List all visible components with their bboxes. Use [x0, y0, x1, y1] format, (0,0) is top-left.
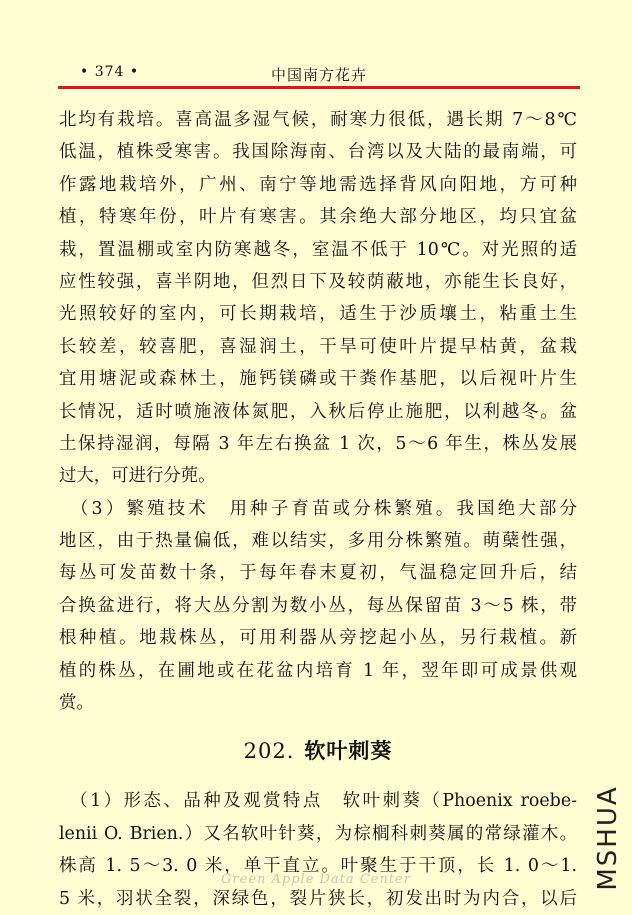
page-body — [59, 104, 577, 915]
section-title: 软叶刺葵 — [304, 739, 393, 764]
text-line: 株高 1. 5～3. 0 米，单干直立。叶聚生于干顶，长 1. 0～1. — [59, 856, 577, 877]
text-line: 赏。 — [59, 693, 94, 714]
text-line: lenii O. Brien.）又名软叶针葵，为棕榈科刺葵属的常绿灌木。 — [59, 823, 577, 844]
text-line: 过大，可进行分蔸。 — [59, 466, 216, 487]
text-line: 光照较好的室内，可长期栽培，适生于沙质壤土，粘重土生 — [59, 304, 577, 325]
text-line: （1）形态、品种及观赏特点 软叶刺葵（Phoenix roebe- — [59, 791, 577, 812]
section-heading — [59, 729, 577, 785]
text-line: 栽，置温棚或室内防寒越冬，室温不低于 10℃。对光照的适 — [59, 239, 577, 260]
text-line: 长情况，适时喷施液体氮肥，入秋后停止施肥，以利越冬。盆 — [59, 401, 577, 422]
text-line: 根种植。地栽株丛，可用利器从旁挖起小丛，另行栽植。新 — [59, 628, 577, 649]
page-header — [58, 64, 580, 84]
text-line: 北均有栽培。喜高温多湿气候，耐寒力很低，遇长期 7～8℃ — [59, 110, 577, 130]
page-number: • 374 • — [80, 64, 140, 80]
text-line: 5 米，羽状全裂，深绿色，裂片狭长，初发出时为内合，以后 — [59, 888, 577, 909]
text-line: 植的株丛，在圃地或在花盆内培育 1 年，翌年即可成景供观 — [59, 660, 577, 681]
running-title: 中国南方花卉 — [270, 66, 367, 84]
header-rule — [58, 86, 580, 89]
text-line: （3）繁殖技术 用种子育苗或分株繁殖。我国绝大部分 — [59, 498, 577, 519]
watermark: Green Apple Data Center — [221, 872, 411, 887]
section-number: 202. — [243, 739, 295, 764]
text-line: 宜用塘泥或森林土，施钙镁磷或干粪作基肥，以后视叶片生 — [59, 369, 577, 390]
text-line: 合换盆进行，将大丛分割为数小丛，每丛保留苗 3～5 株，带 — [59, 595, 577, 616]
side-watermark-text: MSHUA — [593, 785, 623, 891]
text-line: 作露地栽培外，广州、南宁等地需选择背风向阳地，方可种 — [59, 174, 577, 195]
text-line: 地区，由于热量偏低，难以结实，多用分株繁殖。萌蘖性强， — [59, 531, 577, 552]
text-line: 土保持湿润，每隔 3 年左右换盆 1 次，5～6 年生，株丛发展 — [59, 433, 577, 454]
text-line: 应性较强，喜半阴地，但烈日下及较荫蔽地，亦能生长良好， — [59, 271, 577, 292]
text-line: 每丛可发苗数十条，于每年春末夏初，气温稳定回升后，结 — [59, 563, 577, 584]
text-line: 长较差，较喜肥，喜湿润土，干旱可使叶片提早枯黄，盆栽 — [59, 336, 577, 357]
text-line: 植，特寒年份，叶片有寒害。其余绝大部分地区，均只宜盆 — [59, 207, 577, 228]
side-watermark — [584, 785, 632, 891]
text-line: 低温，植株受寒害。我国除海南、台湾以及大陆的最南端，可 — [59, 142, 577, 163]
